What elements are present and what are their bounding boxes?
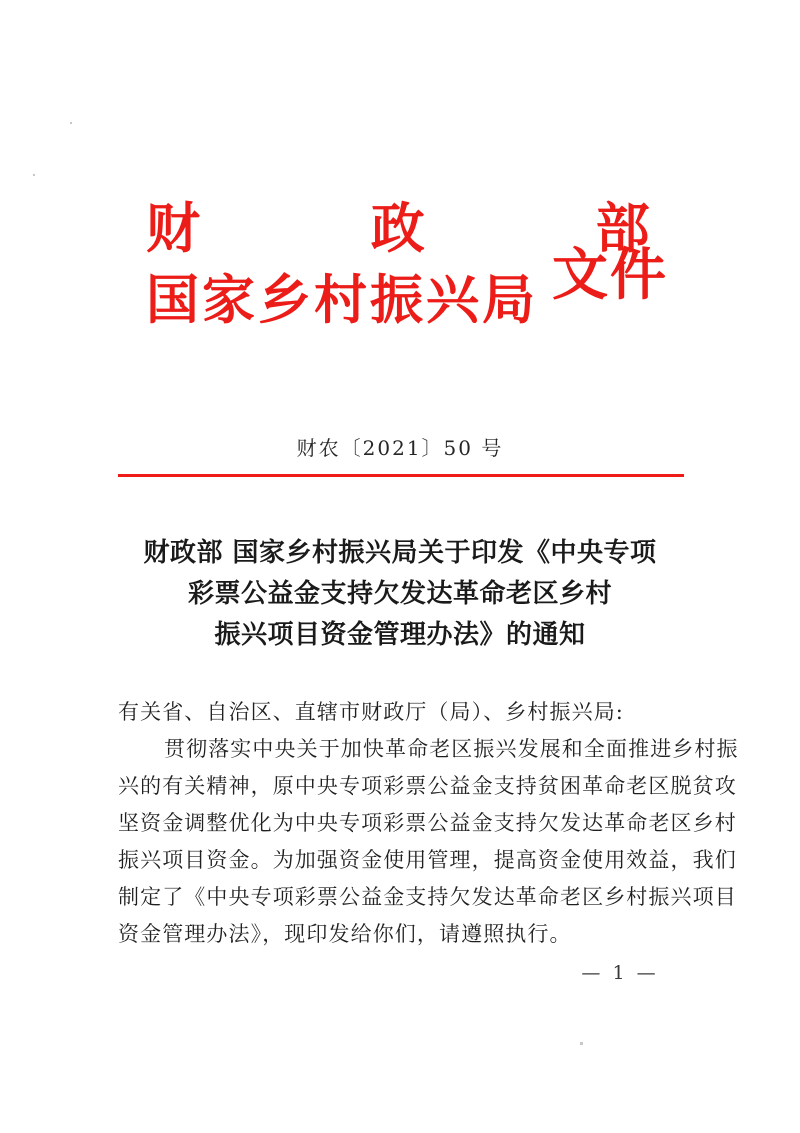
masthead-line-bureau: 国家乡村振兴局 (146, 269, 538, 331)
title-line-3: 振兴项目资金管理办法》的通知 (214, 620, 586, 650)
document-body (118, 694, 739, 953)
salutation-line: 有关省、自治区、直辖市财政厅（局）、乡村振兴局: (118, 700, 624, 724)
scan-speck (33, 174, 35, 176)
body-paragraph-line-5: 制定了《中央专项彩票公益金支持欠发达革命老区乡村振兴项目 (118, 885, 737, 909)
red-separator-rule (118, 474, 684, 477)
document-title (110, 533, 690, 656)
title-line-1: 财政部 国家乡村振兴局关于印发《中央专项 (143, 538, 657, 568)
title-line-2: 彩票公益金支持欠发达革命老区乡村 (187, 579, 612, 609)
scan-speck (70, 122, 72, 124)
masthead-line-ministry: 财 政 部 (146, 196, 726, 260)
masthead-document-word: 文件 (552, 242, 668, 308)
body-paragraph-line-1: 贯彻落实中央关于加快革命老区振兴发展和全面推进乡村振 (164, 737, 739, 761)
masthead (0, 196, 800, 346)
document-number: 财农〔2021〕50 号 (296, 436, 504, 460)
page-number: — 1 — (581, 962, 659, 984)
body-paragraph-line-3: 坚资金调整优化为中央专项彩票公益金支持欠发达革命老区乡村 (118, 811, 737, 835)
body-paragraph-line-6: 资金管理办法》，现印发给你们，请遵照执行。 (118, 922, 572, 946)
scan-speck (580, 1042, 583, 1045)
body-paragraph-line-2: 兴的有关精神，原中央专项彩票公益金支持贫困革命老区脱贫攻 (118, 774, 737, 798)
body-paragraph-line-4: 振兴项目资金。为加强资金使用管理，提高资金使用效益，我们 (118, 848, 737, 872)
